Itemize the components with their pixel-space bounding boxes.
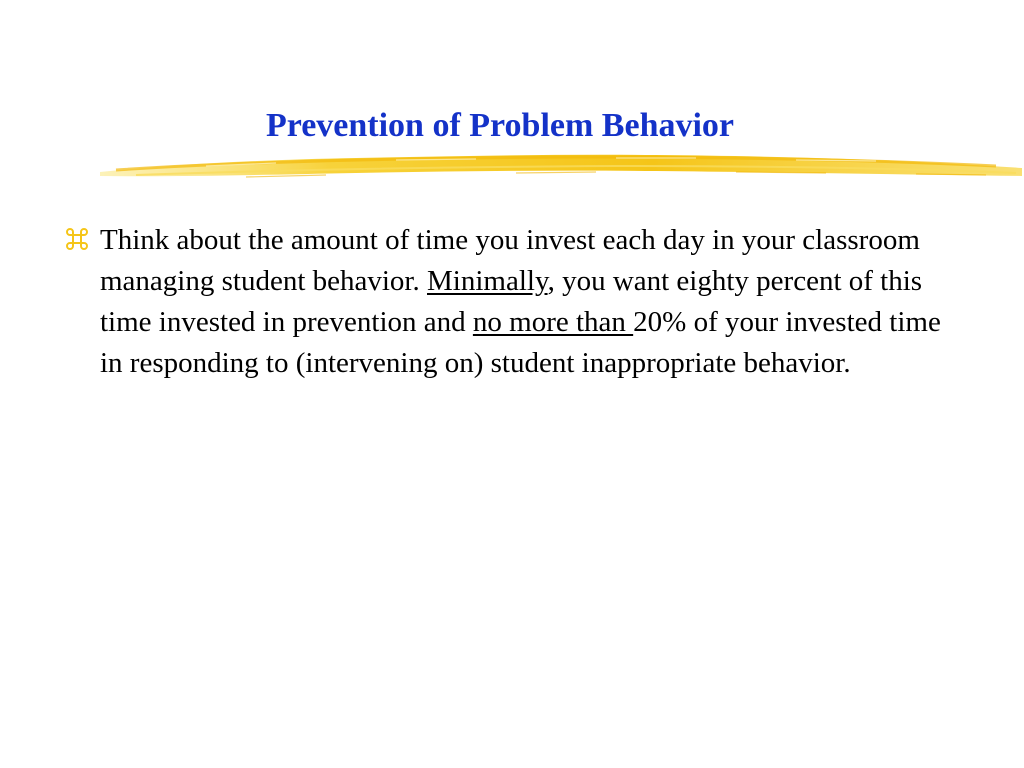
bullet-text-segment: Think about the amount of time you invest each day in your classroom managing student behavior.	[100, 224, 920, 297]
bullet-text	[64, 220, 960, 384]
underlined-text-minimally: Minimally	[427, 265, 548, 297]
bullet-item	[64, 220, 964, 384]
bullet-text-segment: , you want eighty percent of this time invested in prevention and	[100, 265, 923, 338]
underlined-text-no-more-than: no more than	[472, 306, 634, 338]
highlighter-brush-stroke	[96, 146, 1024, 190]
slide-title: Prevention of Problem Behavior	[265, 107, 735, 144]
command-key-icon	[64, 226, 90, 252]
bullet-text-segment: 20% of your invested time in responding to (intervening on) student inappropriate behavior.	[100, 306, 941, 379]
